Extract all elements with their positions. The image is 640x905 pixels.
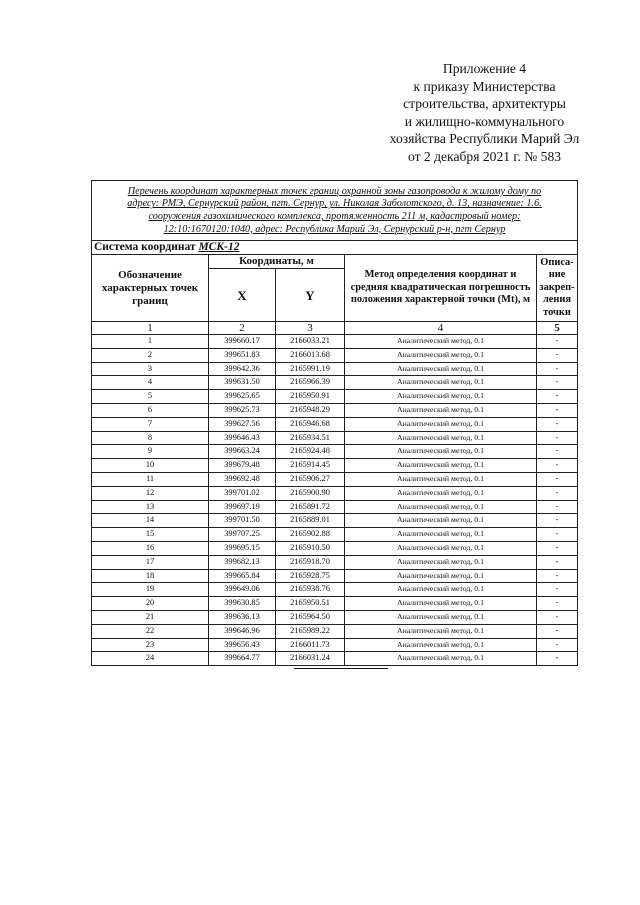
y-coordinate-cell: 2165950.91 (276, 390, 345, 404)
x-coordinate-cell: 399679.48 (209, 459, 276, 473)
method-cell: Аналитический метод, 0.1 (345, 376, 537, 390)
caption-line: сооружения газохимического комплекса, протяженность 211 м, кадастровый номер: (148, 211, 521, 222)
y-coordinate-cell: 2165914.45 (276, 459, 345, 473)
column-number: 2 (209, 322, 276, 335)
header-x: X (209, 269, 276, 322)
header-description: Описа- ние закреп- ления точки (537, 255, 578, 322)
header-row (92, 255, 578, 269)
description-cell: - (537, 390, 578, 404)
point-number-cell: 3 (92, 362, 209, 376)
description-cell: - (537, 610, 578, 624)
header-coordinates: Координаты, м (209, 255, 345, 269)
x-coordinate-cell: 399692.48 (209, 472, 276, 486)
point-number-cell: 15 (92, 528, 209, 542)
point-number-cell: 7 (92, 417, 209, 431)
appendix-line: от 2 декабря 2021 г. № 583 (407, 148, 562, 164)
method-cell: Аналитический метод, 0.1 (345, 390, 537, 404)
table-row (92, 348, 578, 362)
x-coordinate-cell: 399665.84 (209, 569, 276, 583)
table-row (92, 541, 578, 555)
point-number-cell: 16 (92, 541, 209, 555)
x-coordinate-cell: 399701.02 (209, 486, 276, 500)
point-number-cell: 24 (92, 652, 209, 666)
table-row (92, 583, 578, 597)
y-coordinate-cell: 2165934.51 (276, 431, 345, 445)
appendix-line: и жилищно-коммунального (404, 113, 565, 129)
x-coordinate-cell: 399642.36 (209, 362, 276, 376)
y-coordinate-cell: 2165928.75 (276, 569, 345, 583)
description-cell: - (537, 348, 578, 362)
y-coordinate-cell: 2165918.70 (276, 555, 345, 569)
y-coordinate-cell: 2165889.01 (276, 514, 345, 528)
point-number-cell: 10 (92, 459, 209, 473)
x-coordinate-cell: 399701.50 (209, 514, 276, 528)
x-coordinate-cell: 399656.43 (209, 638, 276, 652)
x-coordinate-cell: 399649.06 (209, 583, 276, 597)
table-head (92, 181, 578, 335)
description-cell: - (537, 459, 578, 473)
y-coordinate-cell: 2165910.50 (276, 541, 345, 555)
column-number: 4 (345, 322, 537, 335)
caption-row (92, 181, 578, 241)
table-row (92, 624, 578, 638)
y-coordinate-cell: 2165906.27 (276, 472, 345, 486)
description-cell: - (537, 417, 578, 431)
y-coordinate-cell: 2166013.68 (276, 348, 345, 362)
x-coordinate-cell: 399630.85 (209, 597, 276, 611)
table-row (92, 417, 578, 431)
method-cell: Аналитический метод, 0.1 (345, 335, 537, 349)
x-coordinate-cell: 399646.96 (209, 624, 276, 638)
point-number-cell: 4 (92, 376, 209, 390)
x-coordinate-cell: 399707.25 (209, 528, 276, 542)
method-cell: Аналитический метод, 0.1 (345, 583, 537, 597)
y-coordinate-cell: 2165938.76 (276, 583, 345, 597)
header-y: Y (276, 269, 345, 322)
description-cell: - (537, 403, 578, 417)
appendix-line: Приложение 4 (442, 61, 527, 76)
y-coordinate-cell: 2165946.68 (276, 417, 345, 431)
column-number-row (92, 322, 578, 335)
y-coordinate-cell: 2165989.22 (276, 624, 345, 638)
x-coordinate-cell: 399660.17 (209, 335, 276, 349)
x-coordinate-cell: 399682.13 (209, 555, 276, 569)
table-row (92, 500, 578, 514)
y-coordinate-cell: 2165948.29 (276, 403, 345, 417)
point-number-cell: 2 (92, 348, 209, 362)
method-cell: Аналитический метод, 0.1 (345, 472, 537, 486)
table-row (92, 445, 578, 459)
system-row (92, 241, 578, 255)
x-coordinate-cell: 399651.83 (209, 348, 276, 362)
table-row (92, 486, 578, 500)
point-number-cell: 8 (92, 431, 209, 445)
y-coordinate-cell: 2165966.39 (276, 376, 345, 390)
point-number-cell: 9 (92, 445, 209, 459)
header-point: Обозначение характерных точек границ (92, 255, 209, 322)
method-cell: Аналитический метод, 0.1 (345, 528, 537, 542)
appendix-line: строительства, архитектуры (403, 96, 566, 112)
method-cell: Аналитический метод, 0.1 (345, 624, 537, 638)
method-cell: Аналитический метод, 0.1 (345, 514, 537, 528)
y-coordinate-cell: 2166031.24 (276, 652, 345, 666)
method-cell: Аналитический метод, 0.1 (345, 569, 537, 583)
table-row (92, 652, 578, 666)
table-row (92, 376, 578, 390)
description-cell: - (537, 569, 578, 583)
system-label: Система координат (94, 241, 196, 253)
point-number-cell: 19 (92, 583, 209, 597)
y-coordinate-cell: 2165991.19 (276, 362, 345, 376)
description-cell: - (537, 624, 578, 638)
method-cell: Аналитический метод, 0.1 (345, 541, 537, 555)
caption-line: адресу: РМЭ, Сернурский район, пгт. Сернур, ул. Николая Заболотского, д. 13, назначение: 1.6. (127, 198, 542, 210)
table-row (92, 472, 578, 486)
point-number-cell: 23 (92, 638, 209, 652)
coordinates-table (91, 180, 578, 666)
column-number: 1 (92, 322, 209, 335)
method-cell: Аналитический метод, 0.1 (345, 445, 537, 459)
table-row (92, 403, 578, 417)
x-coordinate-cell: 399636.13 (209, 610, 276, 624)
table-row (92, 610, 578, 624)
y-coordinate-cell: 2165924.48 (276, 445, 345, 459)
method-cell: Аналитический метод, 0.1 (345, 486, 537, 500)
y-coordinate-cell: 2165902.88 (276, 528, 345, 542)
table-body (92, 335, 578, 666)
point-number-cell: 11 (92, 472, 209, 486)
x-coordinate-cell: 399625.73 (209, 403, 276, 417)
point-number-cell: 6 (92, 403, 209, 417)
description-cell: - (537, 555, 578, 569)
table-row (92, 362, 578, 376)
method-cell: Аналитический метод, 0.1 (345, 652, 537, 666)
column-number: 5 (537, 322, 578, 335)
description-cell: - (537, 500, 578, 514)
description-cell: - (537, 376, 578, 390)
column-number: 3 (276, 322, 345, 335)
y-coordinate-cell: 2165900.90 (276, 486, 345, 500)
appendix-line: хозяйства Республики Марий Эл (389, 131, 580, 147)
point-number-cell: 21 (92, 610, 209, 624)
table-row (92, 555, 578, 569)
table-row (92, 638, 578, 652)
method-cell: Аналитический метод, 0.1 (345, 417, 537, 431)
point-number-cell: 22 (92, 624, 209, 638)
description-cell: - (537, 335, 578, 349)
description-cell: - (537, 431, 578, 445)
table-row (92, 597, 578, 611)
table-row (92, 459, 578, 473)
description-cell: - (537, 583, 578, 597)
description-cell: - (537, 638, 578, 652)
description-cell: - (537, 514, 578, 528)
x-coordinate-cell: 399631.50 (209, 376, 276, 390)
coordinates-table-container (91, 180, 577, 666)
x-coordinate-cell: 399646.43 (209, 431, 276, 445)
point-number-cell: 12 (92, 486, 209, 500)
method-cell: Аналитический метод, 0.1 (345, 597, 537, 611)
caption-line: Перечень координат характерных точек границ охранной зоны газопровода к жилому дому по (127, 185, 542, 197)
table-row (92, 528, 578, 542)
x-coordinate-cell: 399695.15 (209, 541, 276, 555)
x-coordinate-cell: 399663.24 (209, 445, 276, 459)
method-cell: Аналитический метод, 0.1 (345, 459, 537, 473)
description-cell: - (537, 362, 578, 376)
method-cell: Аналитический метод, 0.1 (345, 500, 537, 514)
description-cell: - (537, 486, 578, 500)
point-number-cell: 17 (92, 555, 209, 569)
table-caption (92, 181, 578, 241)
end-rule (294, 668, 388, 669)
method-cell: Аналитический метод, 0.1 (345, 638, 537, 652)
method-cell: Аналитический метод, 0.1 (345, 362, 537, 376)
appendix-header (352, 60, 617, 166)
y-coordinate-cell: 2166011.73 (276, 638, 345, 652)
point-number-cell: 20 (92, 597, 209, 611)
x-coordinate-cell: 399697.19 (209, 500, 276, 514)
description-cell: - (537, 597, 578, 611)
header-method: Метод определения координат и средняя квадратическая погрешность положения характерной точки (Mt), м (345, 255, 537, 322)
description-cell: - (537, 445, 578, 459)
system-value: МСК-12 (198, 241, 240, 253)
y-coordinate-cell: 2165950.51 (276, 597, 345, 611)
y-coordinate-cell: 2165891.72 (276, 500, 345, 514)
table-row (92, 390, 578, 404)
method-cell: Аналитический метод, 0.1 (345, 555, 537, 569)
method-cell: Аналитический метод, 0.1 (345, 348, 537, 362)
y-coordinate-cell: 2165964.50 (276, 610, 345, 624)
table-row (92, 335, 578, 349)
description-cell: - (537, 472, 578, 486)
description-cell: - (537, 652, 578, 666)
y-coordinate-cell: 2166033.21 (276, 335, 345, 349)
table-row (92, 431, 578, 445)
table-row (92, 514, 578, 528)
appendix-line: к приказу Министерства (413, 78, 556, 94)
description-cell: - (537, 541, 578, 555)
coordinate-system (92, 241, 578, 255)
method-cell: Аналитический метод, 0.1 (345, 431, 537, 445)
x-coordinate-cell: 399664.77 (209, 652, 276, 666)
description-cell: - (537, 528, 578, 542)
point-number-cell: 13 (92, 500, 209, 514)
point-number-cell: 14 (92, 514, 209, 528)
method-cell: Аналитический метод, 0.1 (345, 610, 537, 624)
x-coordinate-cell: 399627.56 (209, 417, 276, 431)
point-number-cell: 1 (92, 335, 209, 349)
x-coordinate-cell: 399625.65 (209, 390, 276, 404)
caption-line: 12:10:1670120:1040, адрес: Республика Марий Эл, Сернурский р-н, пгт Сернур (163, 223, 506, 235)
point-number-cell: 5 (92, 390, 209, 404)
point-number-cell: 18 (92, 569, 209, 583)
table-row (92, 569, 578, 583)
method-cell: Аналитический метод, 0.1 (345, 403, 537, 417)
